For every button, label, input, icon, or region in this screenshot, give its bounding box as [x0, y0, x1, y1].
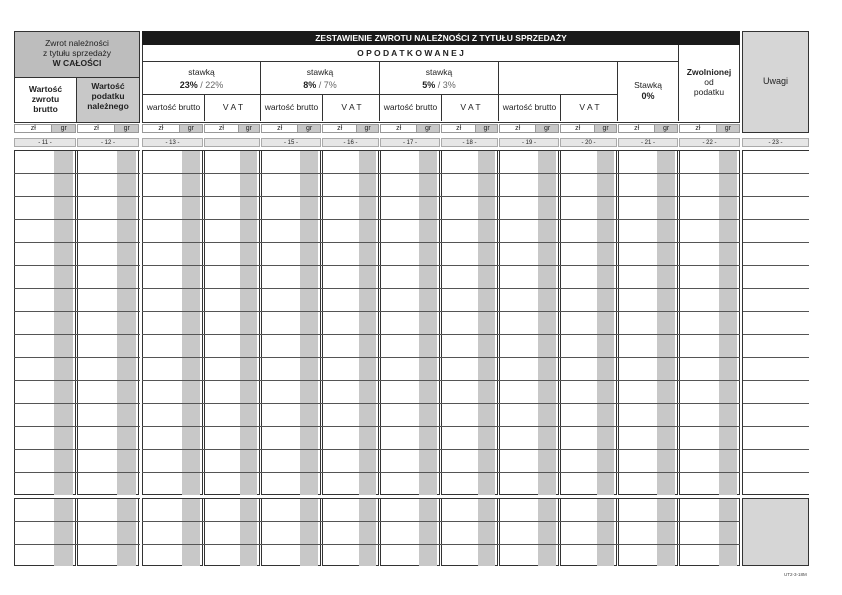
table-row — [14, 426, 140, 427]
unit-zl: zł — [618, 124, 655, 133]
rate-group-1 — [143, 62, 261, 121]
rate-group-2-main: 8% — [303, 80, 317, 90]
column-number-remarks: - 23 - — [742, 138, 809, 147]
unit-gr: gr — [239, 124, 260, 133]
table-row — [14, 219, 140, 220]
table-row — [142, 357, 740, 358]
footer-row — [14, 544, 140, 545]
sub-brutto-3: wartość brutto — [383, 102, 438, 112]
footer-gr-strip — [300, 498, 318, 566]
unit-zl: zł — [322, 124, 357, 133]
column-number: - 19 - — [499, 138, 559, 147]
column-number: - 11 - — [14, 138, 76, 147]
unit-gr: gr — [595, 124, 617, 133]
table-row — [14, 334, 140, 335]
remarks-label: Uwagi — [762, 76, 788, 86]
table-row — [14, 380, 140, 381]
left-title-line-1: Zwrot należności — [45, 38, 109, 48]
sub-vat-1: V A T — [222, 102, 244, 112]
unit-gr: gr — [476, 124, 498, 133]
table-row — [14, 242, 140, 243]
exempt-header — [679, 45, 739, 121]
unit-gr: gr — [180, 124, 203, 133]
footer-gr-strip — [657, 498, 675, 566]
table-row — [142, 173, 740, 174]
unit-gr: gr — [717, 124, 740, 133]
unit-gr: gr — [357, 124, 379, 133]
exempt-line-2: od — [704, 77, 714, 87]
table-row — [14, 173, 140, 174]
unit-zl: zł — [441, 124, 476, 133]
table-row — [14, 357, 140, 358]
table-row — [142, 196, 740, 197]
footer-top-line — [14, 498, 140, 499]
sub-vat-2: V A T — [341, 102, 362, 112]
sub-vat-4: V A T — [579, 102, 600, 112]
body-gr-strip — [359, 150, 376, 495]
table-row — [142, 265, 740, 266]
footer-gr-strip — [478, 498, 495, 566]
footer-top-line — [142, 498, 740, 499]
sub-brutto-4: wartość brutto — [502, 102, 557, 112]
subtitle-band — [143, 45, 679, 62]
footer-row — [142, 521, 740, 522]
column-number: - 22 - — [679, 138, 740, 147]
column-number: - 21 - — [618, 138, 678, 147]
unit-gr: gr — [536, 124, 559, 133]
unit-zl: zł — [560, 124, 595, 133]
table-row — [142, 380, 740, 381]
column-number: - 15 - — [261, 138, 321, 147]
body-gr-strip — [478, 150, 495, 495]
column-number: - 16 - — [322, 138, 379, 147]
sub-vat-3: V A T — [460, 102, 481, 112]
main-title: ZESTAWIENIE ZWROTU NALEŻNOŚCI Z TYTUŁU SPRZEDAŻY — [315, 33, 567, 43]
exempt-line-3: podatku — [693, 87, 725, 97]
col-b-line-3: należnego — [87, 101, 129, 111]
left-block-title — [15, 32, 139, 77]
body-gr-strip — [419, 150, 437, 495]
col-gross-return-header — [15, 77, 77, 122]
body-top-line — [142, 150, 740, 151]
footer-gr-strip — [597, 498, 614, 566]
body-gr-strip — [300, 150, 318, 495]
main-title-bar — [142, 31, 740, 45]
footer-row — [142, 544, 740, 545]
col-tax-due-header — [77, 77, 139, 122]
body-gr-strip — [597, 150, 614, 495]
unit-zl: zł — [261, 124, 298, 133]
table-row — [14, 288, 140, 289]
col-a-line-3: brutto — [33, 104, 58, 114]
rate-group-3-main: 5% — [422, 80, 436, 90]
col-a-line-2: zwrotu — [31, 94, 60, 104]
unit-gr: gr — [52, 124, 76, 133]
body-top-line — [14, 150, 140, 151]
unit-zl: zł — [142, 124, 180, 133]
col-b-line-2: podatku — [91, 91, 125, 101]
body-gr-strip — [657, 150, 675, 495]
rate-group-1-alt: / 22% — [197, 80, 224, 90]
unit-zl: zł — [204, 124, 239, 133]
table-row — [142, 311, 740, 312]
footer-gr-strip — [182, 498, 200, 566]
footer-gr-strip — [538, 498, 556, 566]
unit-zl: zł — [380, 124, 417, 133]
unit-zl: zł — [14, 124, 52, 133]
rate-zero-header — [618, 62, 679, 121]
sub-brutto-1: wartość brutto — [146, 102, 201, 112]
left-title-line-3: W CAŁOŚCI — [52, 58, 102, 68]
sub-brutto-2: wartość brutto — [264, 102, 319, 112]
body-gr-strip — [54, 150, 73, 495]
table-row — [14, 265, 140, 266]
body-gr-strip — [719, 150, 737, 495]
main-header — [142, 45, 740, 123]
exempt-line-1: Zwolnionej — [686, 67, 732, 77]
rate-group-3-label: stawką — [425, 67, 453, 77]
table-row — [142, 219, 740, 220]
table-row — [142, 334, 740, 335]
column-number: - 18 - — [441, 138, 498, 147]
left-title-line-2: z tytułu sprzedaży — [42, 48, 112, 58]
unit-zl: zł — [679, 124, 717, 133]
remarks-footer — [742, 498, 809, 566]
unit-zl: zł — [77, 124, 115, 133]
footer-gr-strip — [240, 498, 257, 566]
rate-group-2 — [261, 62, 380, 121]
body-gr-strip — [117, 150, 136, 495]
column-number — [204, 138, 260, 147]
rate-zero-label: Stawką — [634, 80, 662, 90]
left-block-header — [14, 31, 140, 123]
footer-code: UT2-3-18M — [784, 572, 807, 577]
table-row — [142, 426, 740, 427]
subtitle: O P O D A T K O W A N E J — [357, 48, 464, 58]
unit-gr: gr — [417, 124, 440, 133]
subheader-divider — [143, 94, 618, 95]
table-row — [14, 472, 140, 473]
column-number: - 12 - — [77, 138, 139, 147]
table-row — [142, 449, 740, 450]
rate-group-1-main: 23% — [179, 80, 198, 90]
footer-gr-strip — [54, 498, 73, 566]
table-row — [142, 403, 740, 404]
remarks-header — [742, 31, 809, 133]
remarks-body — [742, 150, 809, 495]
column-number: - 13 - — [142, 138, 203, 147]
unit-zl: zł — [499, 124, 536, 133]
rate-group-2-alt: / 7% — [316, 80, 337, 90]
rate-group-2-label: stawką — [306, 67, 334, 77]
body-gr-strip — [240, 150, 257, 495]
rate-group-3 — [380, 62, 499, 121]
footer-gr-strip — [359, 498, 376, 566]
rate-group-4 — [499, 62, 618, 121]
rate-zero-value: 0% — [641, 91, 655, 101]
col-b-line-1: Wartość — [91, 81, 125, 91]
col-a-line-1: Wartość — [28, 84, 63, 94]
column-number: - 20 - — [560, 138, 617, 147]
column-number: - 17 - — [380, 138, 440, 147]
table-row — [14, 311, 140, 312]
unit-gr: gr — [655, 124, 678, 133]
table-row — [14, 403, 140, 404]
footer-row — [14, 521, 140, 522]
footer-gr-strip — [117, 498, 136, 566]
footer-gr-strip — [419, 498, 437, 566]
body-gr-strip — [538, 150, 556, 495]
table-row — [14, 449, 140, 450]
footer-gr-strip — [719, 498, 737, 566]
table-row — [142, 242, 740, 243]
unit-gr: gr — [115, 124, 139, 133]
rate-group-1-label: stawką — [188, 67, 215, 77]
rate-group-3-alt: / 3% — [435, 80, 456, 90]
unit-gr: gr — [298, 124, 321, 133]
table-row — [142, 288, 740, 289]
table-row — [14, 196, 140, 197]
body-gr-strip — [182, 150, 200, 495]
table-row — [142, 472, 740, 473]
